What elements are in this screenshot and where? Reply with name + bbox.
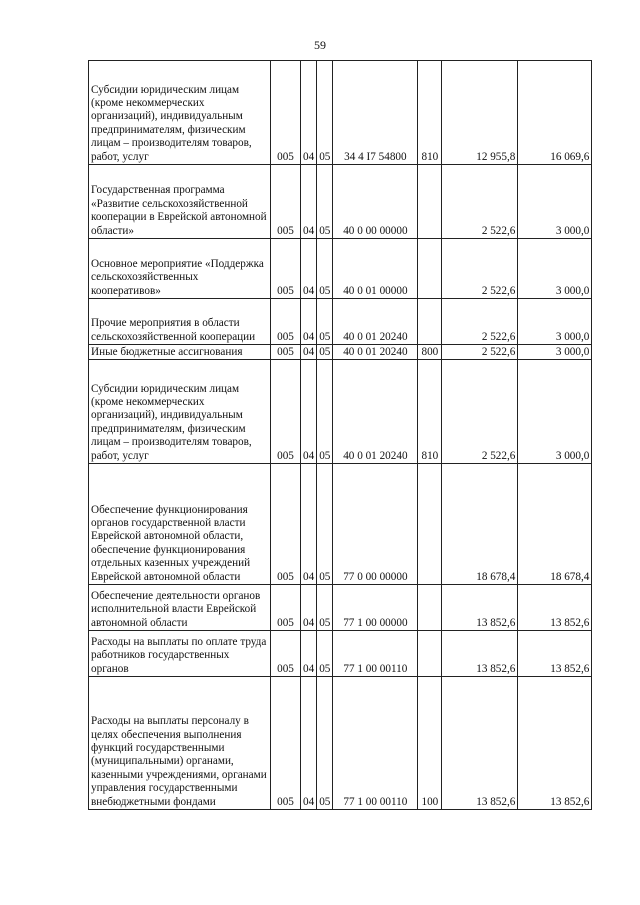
amount-year-1: 13 852,6 [442,677,518,810]
expense-name: Расходы на выплаты по оплате труда работников государственных органов [89,631,271,677]
expense-type-code: 810 [418,61,442,165]
table-row [89,464,592,585]
section-code: 04 [301,677,317,810]
admin-code: 005 [271,239,301,299]
amount-year-1: 2 522,6 [442,165,518,239]
admin-code: 005 [271,360,301,464]
expense-name: Основное мероприятие «Поддержка сельскохозяйственных кооперативов» [89,239,271,299]
expense-type-code [418,631,442,677]
section-code: 04 [301,165,317,239]
amount-year-2: 3 000,0 [518,165,592,239]
amount-year-1: 2 522,6 [442,299,518,345]
expense-type-code: 100 [418,677,442,810]
target-article-code: 40 0 01 20240 [333,345,418,360]
admin-code: 005 [271,345,301,360]
subsection-code: 05 [317,299,333,345]
budget-table [88,60,592,810]
target-article-code: 40 0 01 20240 [333,299,418,345]
amount-year-2: 3 000,0 [518,239,592,299]
table-row [89,360,592,464]
expense-type-code: 800 [418,345,442,360]
amount-year-1: 2 522,6 [442,345,518,360]
admin-code: 005 [271,585,301,631]
section-code: 04 [301,299,317,345]
subsection-code: 05 [317,631,333,677]
expense-name: Субсидии юридическим лицам (кроме некоммерческих организаций), индивидуальным предпринимателям, физическим лицам – производителям товаров, работ, услуг [89,61,271,165]
expense-type-code [418,585,442,631]
table-row [89,239,592,299]
table-row [89,345,592,360]
admin-code: 005 [271,61,301,165]
table-row [89,165,592,239]
expense-type-code [418,165,442,239]
expense-name: Обеспечение функционирования органов государственной власти Еврейской автономной области, обеспечение функционирования отдельных казенных учреждений Еврейской автономной области [89,464,271,585]
admin-code: 005 [271,299,301,345]
admin-code: 005 [271,677,301,810]
target-article-code: 77 1 00 00000 [333,585,418,631]
amount-year-2: 13 852,6 [518,677,592,810]
section-code: 04 [301,345,317,360]
target-article-code: 40 0 00 00000 [333,165,418,239]
subsection-code: 05 [317,464,333,585]
amount-year-1: 12 955,8 [442,61,518,165]
subsection-code: 05 [317,677,333,810]
amount-year-1: 13 852,6 [442,585,518,631]
expense-name: Субсидии юридическим лицам (кроме некоммерческих организаций), индивидуальным предпринимателям, физическим лицам – производителям товаров, работ, услуг [89,360,271,464]
subsection-code: 05 [317,585,333,631]
section-code: 04 [301,61,317,165]
amount-year-2: 3 000,0 [518,345,592,360]
target-article-code: 77 1 00 00110 [333,631,418,677]
amount-year-2: 18 678,4 [518,464,592,585]
amount-year-1: 2 522,6 [442,360,518,464]
expense-type-code [418,299,442,345]
admin-code: 005 [271,165,301,239]
expense-name: Государственная программа «Развитие сельскохозяйственной кооперации в Еврейской автономной области» [89,165,271,239]
section-code: 04 [301,464,317,585]
amount-year-2: 13 852,6 [518,585,592,631]
target-article-code: 40 0 01 00000 [333,239,418,299]
section-code: 04 [301,360,317,464]
target-article-code: 77 0 00 00000 [333,464,418,585]
expense-name: Расходы на выплаты персоналу в целях обеспечения выполнения функций государственными (муниципальными) органами, казенными учреждениями, органами управления государственными внебюджетными фондами [89,677,271,810]
admin-code: 005 [271,464,301,585]
expense-type-code [418,464,442,585]
expense-type-code [418,239,442,299]
expense-name: Иные бюджетные ассигнования [89,345,271,360]
table-row [89,585,592,631]
subsection-code: 05 [317,360,333,464]
table-row [89,61,592,165]
section-code: 04 [301,585,317,631]
amount-year-2: 13 852,6 [518,631,592,677]
amount-year-2: 3 000,0 [518,360,592,464]
admin-code: 005 [271,631,301,677]
subsection-code: 05 [317,61,333,165]
amount-year-1: 13 852,6 [442,631,518,677]
expense-name: Обеспечение деятельности органов исполнительной власти Еврейской автономной области [89,585,271,631]
target-article-code: 40 0 01 20240 [333,360,418,464]
subsection-code: 05 [317,165,333,239]
amount-year-2: 16 069,6 [518,61,592,165]
page-number: 59 [314,38,326,52]
section-code: 04 [301,631,317,677]
amount-year-2: 3 000,0 [518,299,592,345]
expense-name: Прочие мероприятия в области сельскохозяйственной кооперации [89,299,271,345]
section-code: 04 [301,239,317,299]
target-article-code: 77 1 00 00110 [333,677,418,810]
amount-year-1: 18 678,4 [442,464,518,585]
table-row [89,299,592,345]
expense-type-code: 810 [418,360,442,464]
table-row [89,631,592,677]
table-row [89,677,592,810]
amount-year-1: 2 522,6 [442,239,518,299]
target-article-code: 34 4 I7 54800 [333,61,418,165]
subsection-code: 05 [317,239,333,299]
subsection-code: 05 [317,345,333,360]
